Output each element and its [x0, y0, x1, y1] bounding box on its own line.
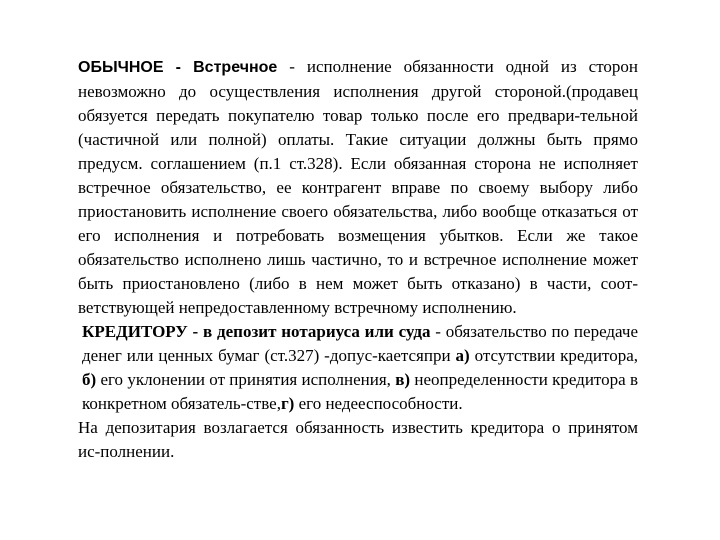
paragraph-text-part4: неопределенности кредитора в конкретном обязатель-стве, — [82, 370, 638, 413]
heading-ordinary: ОБЫЧНОЕ — [78, 59, 164, 76]
paragraph-text-part1: - обязательство по передаче денег или ценных бумаг (ст.327) -допус-каетсяпри — [82, 322, 639, 365]
paragraph-text: На депозитария возлагается обязанность известить кредитора о принятом ис-полнении. — [78, 418, 638, 461]
term-counter: Встречное — [193, 59, 278, 76]
paragraph-creditor-deposit — [78, 320, 638, 416]
paragraph-text: - исполнение обязанности одной из сторон невозможно до осуществления исполнения другой стороной.(продавец обязуется передать покупателю товар только после его предвари-тельной (частичной или полной) оплаты. Такие ситуации должны быть прямо предусм. соглашением (п.1 ст.328). Если обязанная сторона не исполняет встречное обязательство, ее контрагент вправе по своему выбору либо приостановить исполнение своего обязательства, либо вообще отказаться от его исполнения и потребовать возмещения убытков. Если же такое обязательство исполнено лишь частично, то и встречное исполнение может быть приостановлено (либо в нем может быть отказано) в части, соот-ветствующей непредоставленному встречному исполнению. — [78, 57, 638, 317]
paragraph-depositary-duty — [78, 416, 638, 464]
list-marker-b: б) — [82, 370, 97, 389]
list-marker-v: в) — [395, 370, 411, 389]
heading-creditor: КРЕДИТОРУ - — [82, 322, 204, 341]
heading-dash: - — [163, 59, 194, 76]
list-marker-g: г) — [280, 394, 295, 413]
paragraph-text-part3: его уклонении от принятия исполнения, — [96, 370, 396, 389]
list-marker-a: а) — [455, 346, 470, 365]
paragraph-counter-performance — [78, 55, 638, 320]
paragraph-text-part2: отсутствии кредитора, — [469, 346, 638, 365]
paragraph-text-part5: его недееспособности. — [294, 394, 463, 413]
term-deposit: в депозит нотариуса или суда — [203, 322, 431, 341]
document-page — [78, 55, 638, 464]
